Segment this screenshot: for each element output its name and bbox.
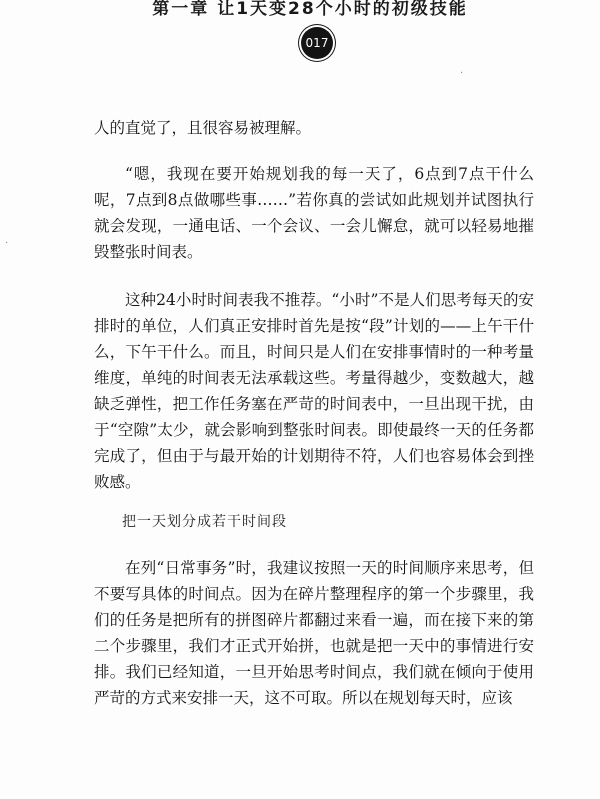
paragraph: “嗯，我现在要开始规划我的每一天了，6点到7点干什么呢，7点到8点做哪些事……”若你真的尝试如此规划并试图执行就会发现，一通电话、一个会议、一会儿懈怠，就可以轻易地摧毁整张时间表。 — [94, 165, 534, 261]
page-number-badge: 017 — [301, 27, 333, 59]
body-text — [94, 115, 534, 711]
paragraph: 这种24小时时间表我不推荐。“小时”不是人们思考每天的安排时的单位，人们真正安排时首先是按“段”计划的——上午干什么，下午干什么。而且，时间只是人们在安排事情时的一种考量维度，单纯的时间表无法承载这些。考量得越少，变数越大，越缺乏弹性，把工作任务塞在严苛的时间表中，一旦出现干扰，由于“空隙”太少，就会影响到整张时间表。即使最终一天的任务都完成了，但由于与最开始的计划期待不符，人们也容易体会到挫败感。 — [94, 291, 534, 491]
scan-speck: · — [460, 68, 464, 79]
paragraph: 在列“日常事务”时，我建议按照一天的时间顺序来思考，但不要写具体的时间点。因为在碎片整理程序的第一个步骤里，我们的任务是把所有的拼图碎片都翻过来看一遍，而在接下来的第二个步骤里，我们才正式开始拼，也就是把一天中的事情进行安排。我们已经知道，一旦开始思考时间点，我们就在倾向于使用严苛的方式来安排一天，这不可取。所以在规划每天时，应该 — [94, 559, 534, 707]
section-heading: 把一天划分成若干时间段 — [122, 514, 287, 530]
paragraph-continuation: 人的直觉了，且很容易被理解。 — [94, 119, 312, 137]
scan-speck: · — [5, 238, 9, 249]
running-head: 第一章 让1天变28个小时的初级技能 — [152, 0, 468, 16]
